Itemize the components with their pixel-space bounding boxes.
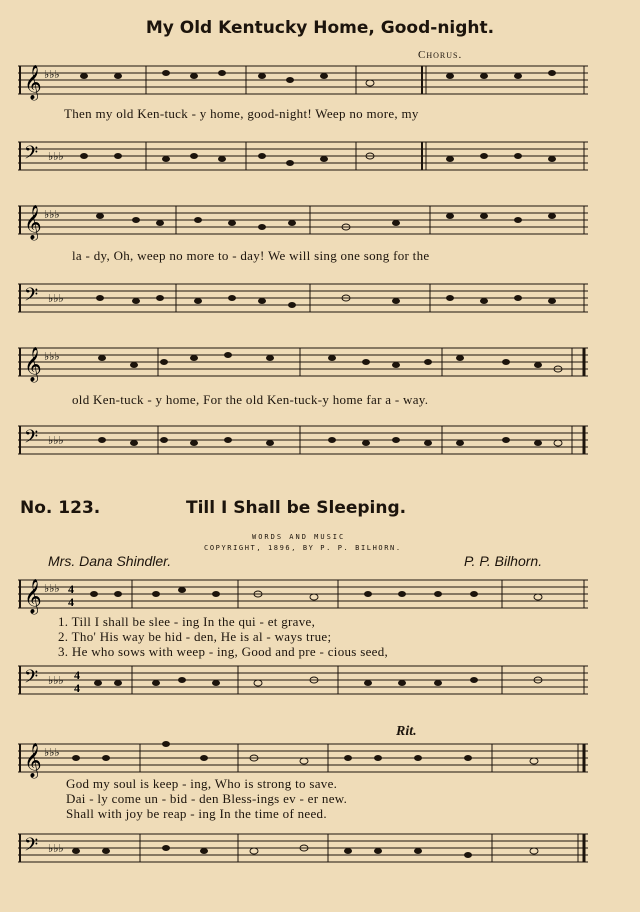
svg-text:𝄢: 𝄢 [24,143,39,168]
hymn-number: No. 123. [20,498,101,518]
svg-text:♭♭♭: ♭♭♭ [48,293,64,305]
svg-text:4: 4 [74,668,80,682]
svg-text:4: 4 [74,681,80,695]
song-title: Till I Shall be Sleeping. [186,498,407,518]
verse-line: 2. Tho' His way be hid - den, He is al - ways true; [58,629,332,644]
bass-staff [18,662,588,702]
svg-text:𝄢: 𝄢 [24,427,39,452]
svg-text:𝄢: 𝄢 [24,667,39,692]
svg-text:𝄞: 𝄞 [24,579,42,614]
tempo-marking: Rit. [396,724,417,739]
composer-credit: P. P. Bilhorn. [464,553,543,569]
lyric-line: Then my old Ken-tuck - y home, good-night! Weep no more, my [64,106,419,121]
verse-line: 1. Till I shall be slee - ing In the qui - et grave, [58,614,316,629]
svg-text:♭♭♭: ♭♭♭ [44,209,60,221]
bass-staff [18,422,588,462]
treble-staff [18,344,588,384]
svg-text:♭♭♭: ♭♭♭ [48,151,64,163]
verse-lyrics [58,614,388,659]
svg-text:𝄞: 𝄞 [24,743,42,778]
svg-text:♭♭♭: ♭♭♭ [44,583,60,595]
lyric-line: old Ken-tuck - y home, For the old Ken-tuck-y home far a - way. [72,392,429,407]
svg-text:4: 4 [68,595,74,609]
svg-text:♭♭♭: ♭♭♭ [44,69,60,81]
treble-staff [18,202,588,242]
svg-text:𝄢: 𝄢 [24,835,39,860]
copyright-notice: COPYRIGHT, 1896, BY P. P. BILHORN. [204,544,402,552]
verse-line: 3. He who sows with weep - ing, Good and pre - cious seed, [58,644,389,659]
svg-text:𝄞: 𝄞 [24,65,42,100]
svg-text:4: 4 [68,582,74,596]
verse-line: God my soul is keep - ing, Who is strong to save. [66,776,338,791]
svg-text:♭♭♭: ♭♭♭ [44,747,60,759]
song-title: My Old Kentucky Home, Good-night. [145,18,495,38]
treble-staff [18,740,588,780]
bass-staff [18,280,588,320]
chorus-label: Chorus. [418,49,463,61]
svg-text:♭♭♭: ♭♭♭ [48,435,64,447]
treble-staff [18,576,588,616]
words-and-music-label: WORDS AND MUSIC [252,533,346,541]
svg-text:♭♭♭: ♭♭♭ [48,843,64,855]
svg-text:𝄞: 𝄞 [24,347,42,382]
bass-staff [18,138,588,178]
svg-text:𝄞: 𝄞 [24,205,42,240]
verse-lyrics [66,776,347,821]
svg-text:𝄢: 𝄢 [24,285,39,310]
treble-staff [18,62,588,102]
lyric-line: la - dy, Oh, weep no more to - day! We will sing one song for the [72,248,430,263]
svg-text:♭♭♭: ♭♭♭ [48,675,64,687]
author-credit: Mrs. Dana Shindler. [48,553,172,569]
verse-line: Dai - ly come un - bid - den Bless-ings ev - er new. [66,791,348,806]
verse-line: Shall with joy be reap - ing In the time of need. [66,806,327,821]
bass-staff [18,830,588,870]
svg-text:♭♭♭: ♭♭♭ [44,351,60,363]
